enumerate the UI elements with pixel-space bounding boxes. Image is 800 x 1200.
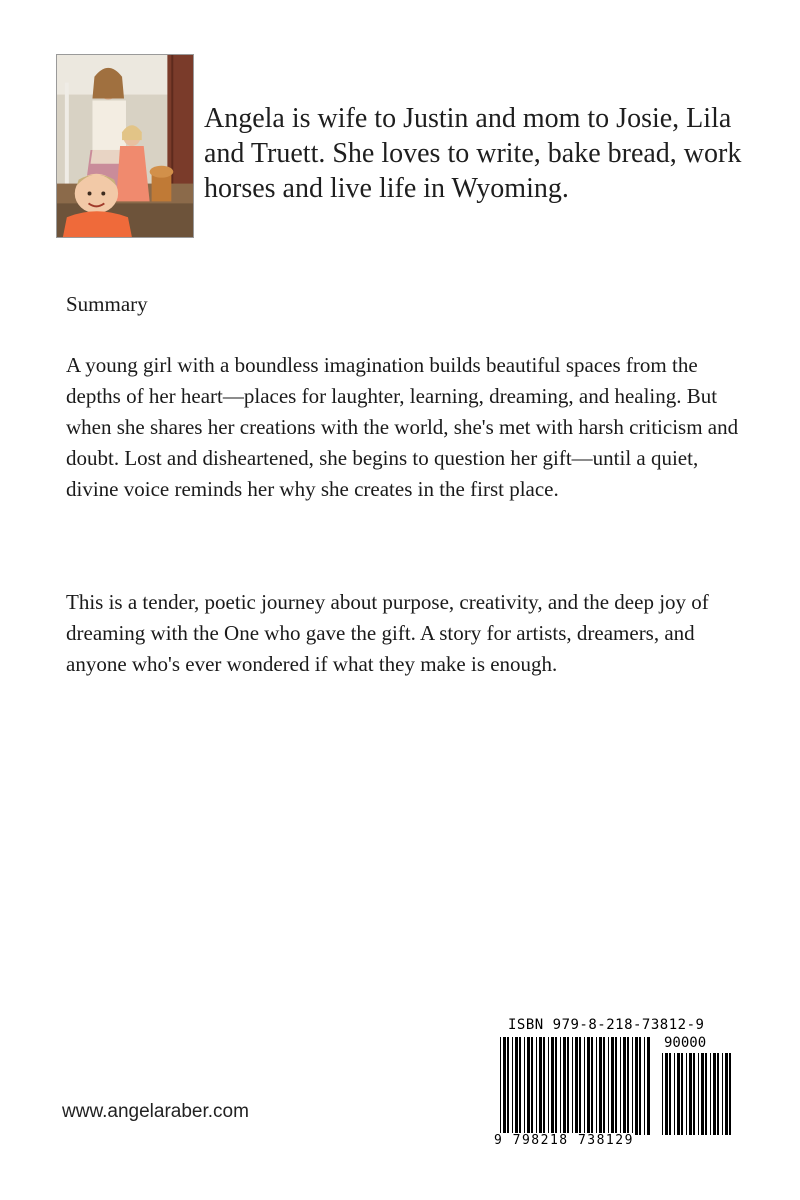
isbn-barcode	[492, 1007, 738, 1157]
barcode-bar	[560, 1037, 561, 1135]
barcode-bar	[599, 1037, 602, 1135]
barcode-bar	[507, 1037, 509, 1135]
barcode-bar	[698, 1053, 699, 1135]
barcode-bar	[713, 1053, 716, 1135]
barcode-bar	[527, 1037, 530, 1135]
author-family-image	[57, 55, 193, 237]
barcode-bar	[551, 1037, 554, 1135]
barcode-bar	[611, 1037, 614, 1135]
barcode-bar	[632, 1037, 633, 1135]
barcode-bar	[524, 1037, 525, 1135]
barcode-bar	[531, 1037, 533, 1135]
barcode-bar	[717, 1053, 719, 1135]
barcode-bar	[555, 1037, 557, 1135]
barcode-number: 9 798218 738129	[494, 1133, 634, 1148]
barcode-bar	[608, 1037, 609, 1135]
barcode-bar	[500, 1037, 501, 1135]
isbn-label: ISBN 979-8-218-73812-9	[508, 1017, 705, 1033]
barcode-bar	[519, 1037, 521, 1135]
author-photo	[56, 54, 194, 238]
barcode-bar	[512, 1037, 513, 1135]
barcode-bar	[647, 1037, 650, 1135]
barcode-bar	[539, 1037, 542, 1135]
barcode-bar	[575, 1037, 578, 1135]
barcode-bar	[693, 1053, 695, 1135]
barcode-bar	[543, 1037, 545, 1135]
barcode-bar	[615, 1037, 617, 1135]
barcode-bar	[536, 1037, 537, 1135]
barcode-bar	[701, 1053, 704, 1135]
barcode-bar	[620, 1037, 621, 1135]
barcode-bar	[689, 1053, 692, 1135]
barcode-bar	[639, 1037, 641, 1135]
author-website-link[interactable]: www.angelaraber.com	[62, 1101, 249, 1122]
barcode-bar	[725, 1053, 728, 1135]
barcode-bar	[681, 1053, 683, 1135]
barcode-bar	[584, 1037, 585, 1135]
barcode-bar	[674, 1053, 675, 1135]
summary-heading: Summary	[66, 292, 148, 316]
author-bio: Angela is wife to Justin and mom to Josie, Lila and Truett. She loves to write, bake bread, work horses and live life in Wyoming.	[204, 103, 742, 204]
barcode-bar	[579, 1037, 581, 1135]
barcode-bar	[710, 1053, 711, 1135]
barcode-bar	[686, 1053, 687, 1135]
barcode-bar	[587, 1037, 590, 1135]
barcode-bar	[596, 1037, 597, 1135]
barcode-bar	[644, 1037, 645, 1135]
barcode-bar	[722, 1053, 723, 1135]
barcode-bar	[705, 1053, 707, 1135]
barcode-bar	[572, 1037, 573, 1135]
price-code: 90000	[664, 1035, 707, 1051]
barcode-bar	[635, 1037, 638, 1135]
barcode-bar	[662, 1053, 663, 1135]
barcode-bar	[548, 1037, 549, 1135]
barcode-bar	[669, 1053, 671, 1135]
barcode-bar	[603, 1037, 605, 1135]
barcode-bar	[627, 1037, 629, 1135]
barcode-bar	[567, 1037, 569, 1135]
barcode-bar	[729, 1053, 731, 1135]
summary-paragraph-2: This is a tender, poetic journey about purpose, creativity, and the deep joy of dreaming with the One who gave the gift. A story for artists, dreamers, and anyone who's ever wondered if what they make is enough.	[66, 590, 709, 676]
barcode-bar	[591, 1037, 593, 1135]
barcode-bar	[677, 1053, 680, 1135]
barcode-bar	[503, 1037, 506, 1135]
barcode-bar	[563, 1037, 566, 1135]
barcode-bar	[515, 1037, 518, 1135]
summary-paragraph-1: A young girl with a boundless imagination builds beautiful spaces from the depths of her heart—places for laughter, learning, dreaming, and healing. But when she shares her creations with the world, she's met with harsh criticism and doubt. Lost and disheartened, she begins to question her gift—until a quiet, divine voice reminds her why she creates in the first place.	[66, 353, 739, 501]
barcode-bar	[623, 1037, 626, 1135]
barcode-bar	[665, 1053, 668, 1135]
